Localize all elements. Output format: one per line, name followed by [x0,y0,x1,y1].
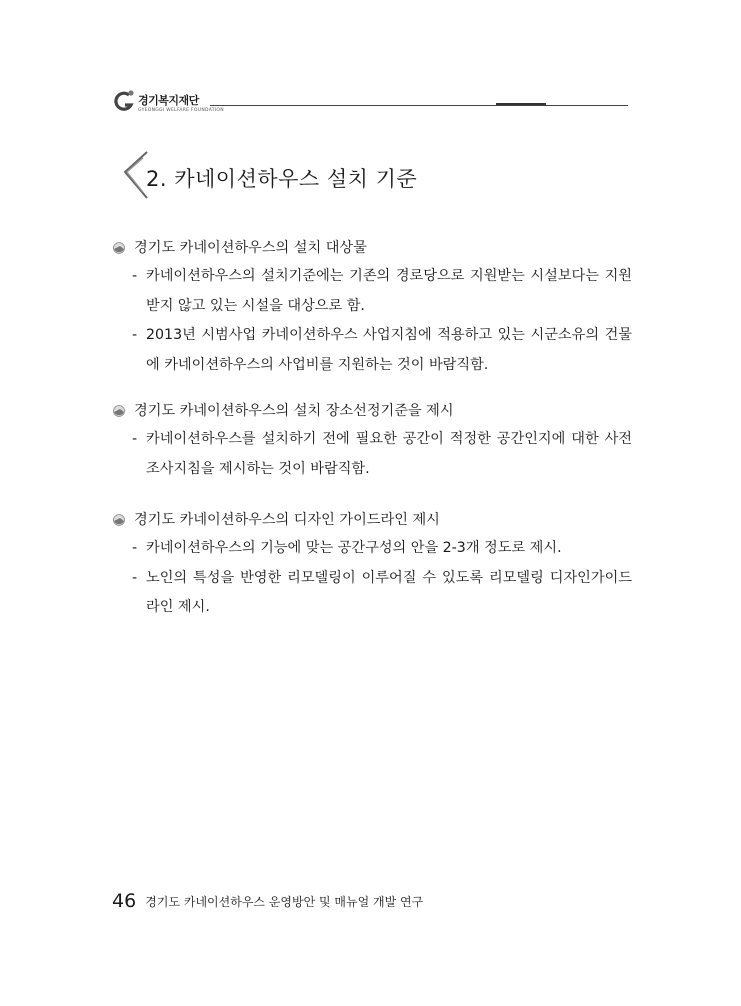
list-item-text: 카네이션하우스의 기능에 맞는 공간구성의 안을 2-3개 정도로 제시. [146,540,562,556]
bullet-block-2 [112,397,632,484]
bullet-block-3 [112,506,632,623]
bullet-heading-text: 경기도 카네이션하우스의 설치 장소선정기준을 제시 [134,403,454,419]
sphere-bullet-icon [112,241,126,255]
list-item-text: 카네이션하우스를 설치하기 전에 필요한 공간이 적정한 공간인지에 대한 사전 조사지침을 제시하는 것이 바람직함. [146,431,632,477]
list-item-text: 2013년 시범사업 카네이션하우스 사업지침에 적용하고 있는 시군소유의 건물에 카네이션하우스의 사업비를 지원하는 것이 바람직함. [146,327,632,373]
list-item [112,564,632,623]
bullet-heading [112,397,632,425]
page-header [112,86,628,122]
bullet-block-1 [112,234,632,380]
running-title: 경기도 카네이션하우스 운영방안 및 매뉴얼 개발 연구 [145,894,424,909]
list-item-text: 노인의 특성을 반영한 리모델링이 이루어질 수 있도록 리모델링 디자인가이드라인 제시. [146,569,632,615]
list-item [112,262,632,321]
dash-marker: - [132,431,138,447]
list-item [112,534,632,564]
bullet-heading-text: 경기도 카네이션하우스의 설치 대상물 [134,240,367,256]
dash-marker: - [132,540,138,556]
bullet-heading [112,234,632,262]
page-footer [112,890,423,912]
dash-marker: - [132,569,138,586]
header-rule [210,105,628,106]
dash-marker: - [132,327,138,343]
bullet-heading-text: 경기도 카네이션하우스의 디자인 가이드라인 제시 [134,512,440,528]
foundation-logo-icon [112,88,136,116]
list-item-text: 카네이션하우스의 설치기준에는 기존의 경로당으로 지원받는 시설보다는 지원받지 않고 있는 시설을 대상으로 함. [146,268,632,314]
dash-marker: - [132,268,138,284]
bullet-heading [112,506,632,534]
logo-subtext: GYEONGGI WELFARE FOUNDATION [138,108,224,113]
page-number: 46 [112,890,137,912]
logo-text: 경기복지재단 [138,94,199,107]
sphere-bullet-icon [112,513,126,527]
list-item [112,321,632,380]
sphere-bullet-icon [112,404,126,418]
section-title: 2. 카네이션하우스 설치 기준 [146,167,418,191]
list-item [112,425,632,484]
header-rule-accent [496,103,546,105]
